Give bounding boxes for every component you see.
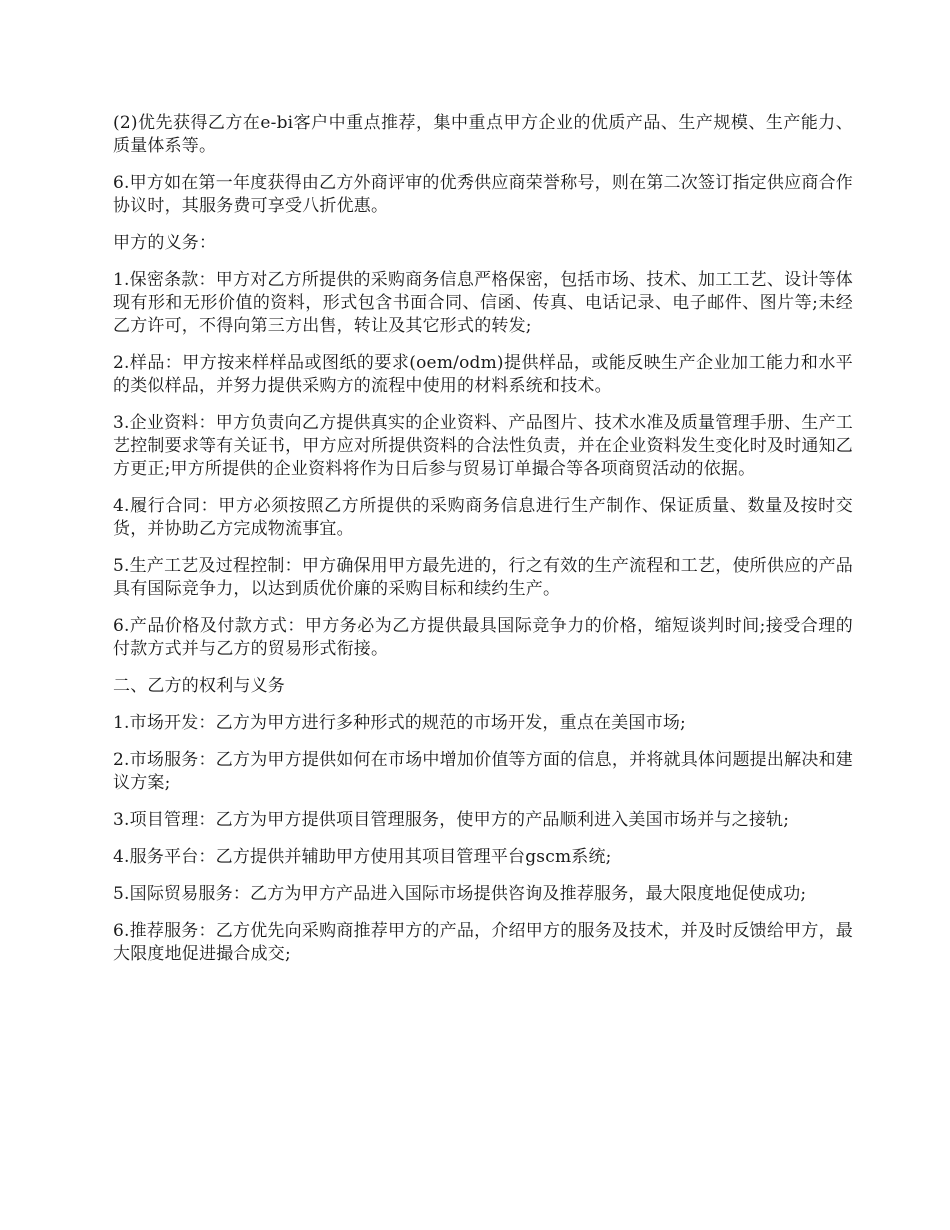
document-page [113, 112, 853, 980]
paragraph-recommendation-service: 6.推荐服务：乙方优先向采购商推荐甲方的产品，介绍甲方的服务及技术，并及时反馈给甲方，最大限度地促进撮合成交; [113, 921, 853, 964]
paragraph-service-fee-discount: 6.甲方如在第一年度获得由乙方外商评审的优秀供应商荣誉称号，则在第二次签订指定供应商合作协议时，其服务费可享受八折优惠。 [113, 173, 853, 216]
paragraph-samples: 2.样品：甲方按来样样品或图纸的要求(oem/odm)提供样品，或能反映生产企业加工能力和水平的类似样品，并努力提供采购方的流程中使用的材料系统和技术。 [113, 353, 853, 396]
paragraph-contract-performance: 4.履行合同：甲方必须按照乙方所提供的采购商务信息进行生产制作、保证质量、数量及按时交货，并协助乙方完成物流事宜。 [113, 496, 853, 539]
paragraph-pricing-payment: 6.产品价格及付款方式：甲方务必为乙方提供最具国际竞争力的价格，缩短谈判时间;接受合理的付款方式并与乙方的贸易形式衔接。 [113, 616, 853, 659]
paragraph-market-service: 2.市场服务：乙方为甲方提供如何在市场中增加价值等方面的信息，并将就具体问题提出解决和建议方案; [113, 750, 853, 793]
section-heading-party-b-rights: 二、乙方的权利与义务 [113, 676, 285, 696]
paragraph-confidentiality: 1.保密条款：甲方对乙方所提供的采购商务信息严格保密，包括市场、技术、加工工艺、设计等体现有形和无形价值的资料，形式包含书面合同、信函、传真、电话记录、电子邮件、图片等;未经乙方许可，不得向第三方出售，转让及其它形式的转发; [113, 270, 853, 336]
paragraph-project-management: 3.项目管理：乙方为甲方提供项目管理服务，使甲方的产品顺利进入美国市场并与之接轨; [113, 810, 790, 830]
paragraph-priority-recommendation: (2)优先获得乙方在e-bi客户中重点推荐，集中重点甲方企业的优质产品、生产规模、生产能力、质量体系等。 [113, 113, 853, 156]
paragraph-service-platform: 4.服务平台：乙方提供并辅助甲方使用其项目管理平台gscm系统; [113, 847, 612, 867]
paragraph-international-trade: 5.国际贸易服务：乙方为甲方产品进入国际市场提供咨询及推荐服务，最大限度地促使成功; [113, 884, 807, 904]
section-heading-party-a-obligations: 甲方的义务： [113, 233, 217, 253]
paragraph-market-development: 1.市场开发：乙方为甲方进行多种形式的规范的市场开发，重点在美国市场; [113, 713, 686, 733]
paragraph-company-materials: 3.企业资料：甲方负责向乙方提供真实的企业资料、产品图片、技术水准及质量管理手册、生产工艺控制要求等有关证书，甲方应对所提供资料的合法性负责，并在企业资料发生变化时及时通知乙方更正;甲方所提供的企业资料将作为日后参与贸易订单撮合等各项商贸活动的依据。 [113, 413, 853, 479]
paragraph-process-control: 5.生产工艺及过程控制：甲方确保用甲方最先进的，行之有效的生产流程和工艺，使所供应的产品具有国际竞争力，以达到质优价廉的采购目标和续约生产。 [113, 556, 853, 599]
